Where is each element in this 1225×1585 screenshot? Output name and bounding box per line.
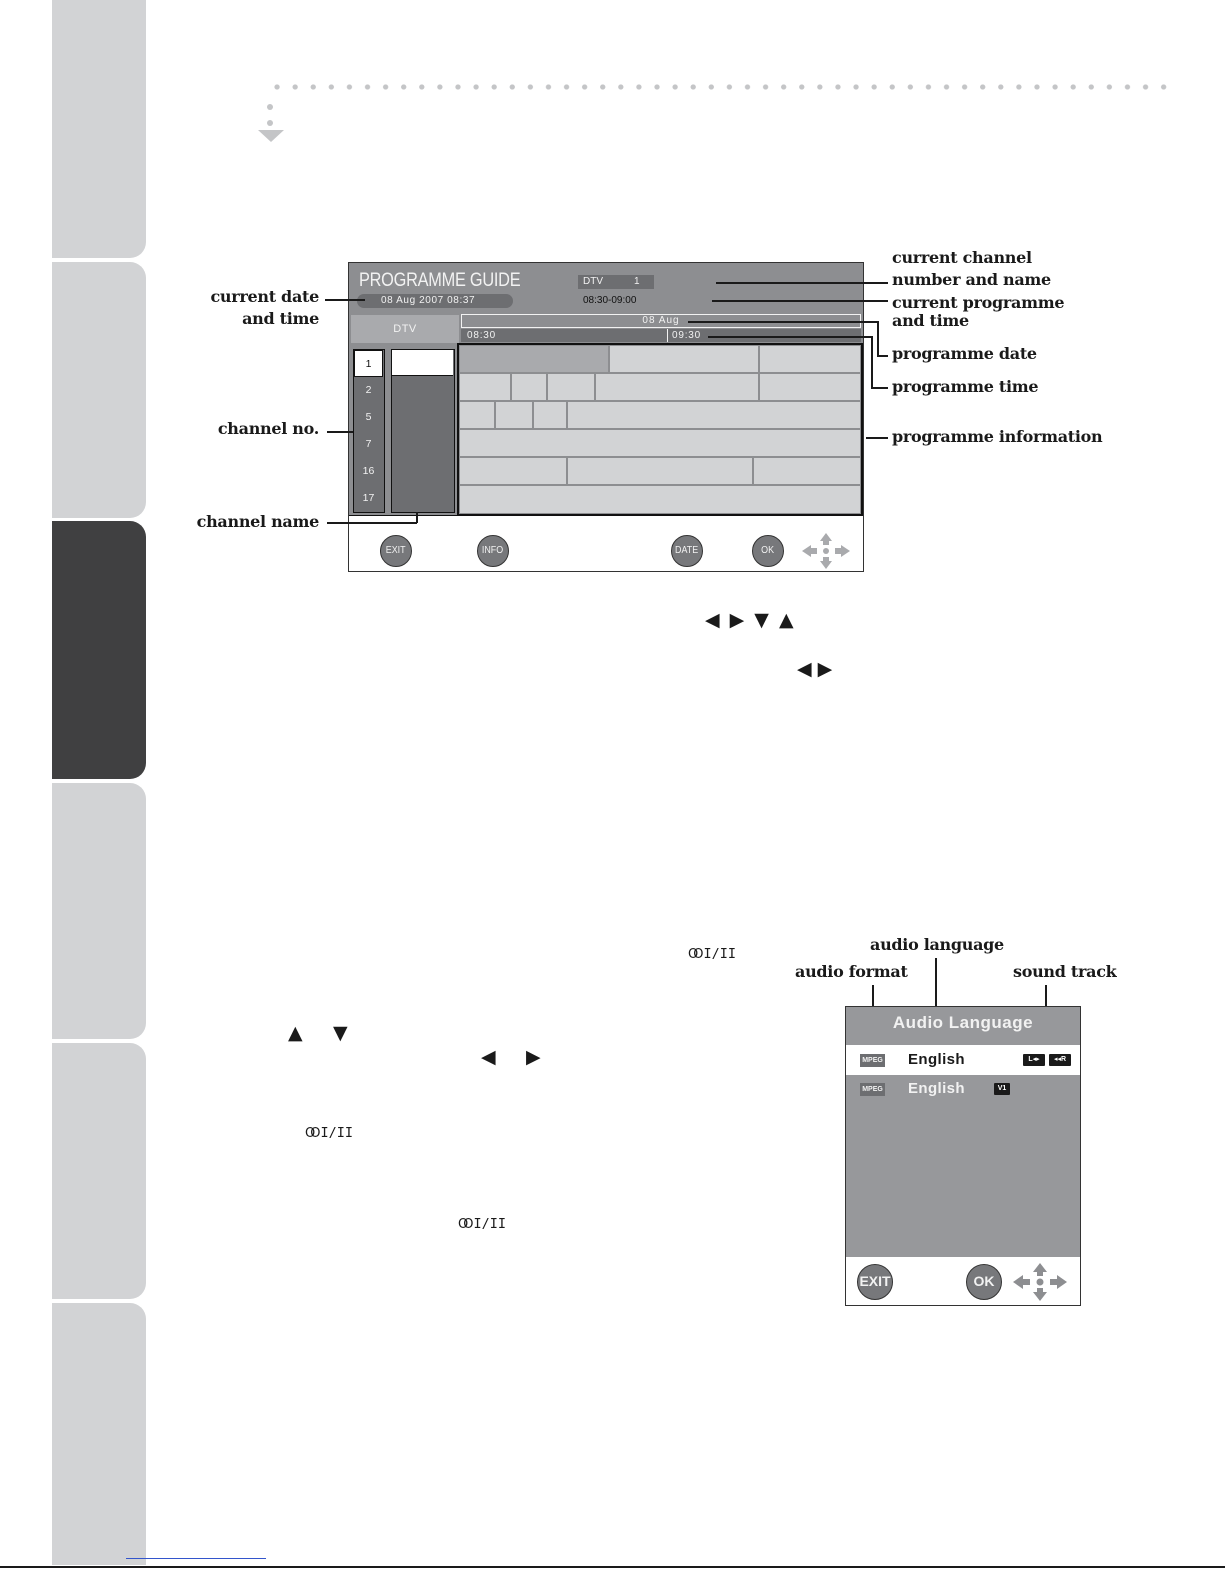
channel-name-selected[interactable] (392, 350, 453, 376)
leader-line (325, 299, 365, 301)
leader-line (327, 431, 353, 433)
programme-cell[interactable] (753, 457, 861, 485)
leader-line (877, 321, 879, 356)
leader-line (327, 522, 417, 524)
info-button[interactable]: INFO (477, 535, 509, 567)
channel-row[interactable]: 5 (365, 411, 372, 423)
exit-button[interactable]: EXIT (857, 1264, 893, 1300)
label-audio-language: audio language (870, 935, 1004, 954)
side-tab-3-active[interactable] (52, 521, 146, 779)
channel-name-column (391, 349, 455, 513)
channel-number-column (353, 349, 385, 513)
guide-footer (349, 515, 863, 571)
programme-cell[interactable] (459, 345, 609, 373)
programme-cell[interactable] (511, 373, 547, 401)
channel-row[interactable]: 16 (362, 465, 375, 477)
down-arrow-icon (258, 130, 284, 142)
label-current-programme-line2: and time (892, 311, 969, 330)
channel-row[interactable]: 1 (354, 350, 383, 377)
programme-guide-screen (348, 262, 864, 572)
programme-cell[interactable] (459, 429, 861, 457)
dotted-rule-dot (267, 120, 273, 126)
leader-line (712, 300, 888, 302)
current-programme-time: 08:30-09:00 (583, 295, 637, 306)
channel-list-label: DTV (351, 315, 459, 343)
programme-cell[interactable] (567, 457, 753, 485)
current-channel-label: DTV (583, 276, 603, 287)
audio-key-icon: OO I/II (458, 1216, 506, 1232)
left-right-arrows-icon: ◀ ▶ (797, 658, 833, 680)
label-programme-date: programme date (892, 344, 1037, 363)
channel-row[interactable]: 2 (365, 384, 372, 396)
programme-cell[interactable] (609, 345, 759, 373)
audio-language-value: English (908, 1080, 965, 1097)
audio-track-row-selected[interactable] (846, 1045, 1080, 1075)
side-tab-4[interactable] (52, 783, 146, 1039)
channel-row[interactable]: 17 (362, 492, 375, 504)
label-audio-format: audio format (795, 962, 908, 981)
time-next: 09:30 (667, 329, 701, 342)
programme-cell[interactable] (567, 401, 861, 429)
exit-button[interactable]: EXIT (380, 535, 412, 567)
current-channel-number: 1 (634, 276, 640, 287)
leader-line (866, 437, 888, 439)
programme-cell[interactable] (533, 401, 567, 429)
leader-line (716, 282, 888, 284)
audio-format-badge: MPEG (860, 1083, 885, 1096)
side-tab-6[interactable] (52, 1303, 146, 1565)
right-arrow-icon: ▶ (526, 1046, 541, 1068)
label-current-date-line1: current date (210, 287, 319, 306)
programme-date-bar: 08 Aug (461, 314, 861, 328)
sound-track-badge: V1 (994, 1083, 1010, 1095)
four-way-arrows-icon: ◀ ▶ ▼ ▲ (705, 609, 796, 631)
leader-line (708, 336, 872, 338)
audio-track-row[interactable] (846, 1074, 1080, 1104)
footer-link-underline (126, 1558, 266, 1559)
label-current-date-line2: and time (242, 309, 319, 328)
label-channel-no: channel no. (217, 419, 319, 438)
programme-cell[interactable] (759, 345, 861, 373)
audio-language-title: Audio Language (892, 1013, 1034, 1032)
audio-language-value: English (908, 1051, 965, 1068)
label-sound-track: sound track (1013, 962, 1117, 981)
ok-button[interactable]: OK (966, 1264, 1002, 1300)
label-programme-information: programme information (892, 427, 1103, 446)
programme-cell[interactable] (459, 401, 495, 429)
label-current-channel-line1: current channel (892, 248, 1032, 267)
label-programme-time: programme time (892, 377, 1039, 396)
leader-line (688, 321, 878, 323)
audio-key-icon: OO I/II (305, 1125, 353, 1141)
ok-button[interactable]: OK (752, 535, 784, 567)
leader-line (416, 512, 418, 523)
programme-cell[interactable] (495, 401, 533, 429)
current-datetime: 08 Aug 2007 08:37 (357, 294, 513, 308)
dotted-rule-dot (267, 104, 273, 110)
label-current-programme-line1: current programme (892, 293, 1065, 312)
audio-format-badge: MPEG (860, 1054, 885, 1067)
dotted-rule (268, 84, 1168, 90)
audio-footer (846, 1257, 1080, 1305)
date-button[interactable]: DATE (671, 535, 703, 567)
sound-track-right-badge: ◂◂R (1049, 1054, 1071, 1066)
guide-title: PROGRAMME GUIDE (359, 270, 521, 291)
label-channel-name: channel name (196, 512, 319, 531)
audio-language-screen (845, 1006, 1081, 1306)
left-arrow-icon: ◀ (481, 1046, 496, 1068)
side-tab-1[interactable] (52, 0, 146, 258)
current-channel-box (578, 275, 654, 289)
direction-pad-icon (1012, 1262, 1068, 1302)
leader-line (871, 336, 873, 388)
programme-grid (457, 343, 863, 516)
bottom-rule (0, 1566, 1225, 1568)
programme-cell[interactable] (759, 373, 861, 401)
up-arrow-icon: ▲ (288, 1022, 303, 1044)
audio-key-icon: OO I/II (688, 946, 736, 962)
leader-line (871, 387, 888, 389)
programme-cell[interactable] (459, 373, 511, 401)
down-arrow-icon: ▼ (333, 1022, 348, 1044)
programme-cell[interactable] (547, 373, 595, 401)
side-tab-5[interactable] (52, 1043, 146, 1299)
programme-cell[interactable] (595, 373, 759, 401)
programme-cell[interactable] (459, 485, 861, 514)
time-start: 08:30 (467, 330, 497, 341)
label-current-channel-line2: number and name (892, 270, 1051, 289)
direction-pad-icon (801, 532, 851, 570)
side-tab-2[interactable] (52, 262, 146, 518)
programme-cell[interactable] (459, 457, 567, 485)
sound-track-left-badge: L◂▸ (1023, 1054, 1045, 1066)
leader-line (877, 355, 888, 357)
channel-row[interactable]: 7 (365, 438, 372, 450)
